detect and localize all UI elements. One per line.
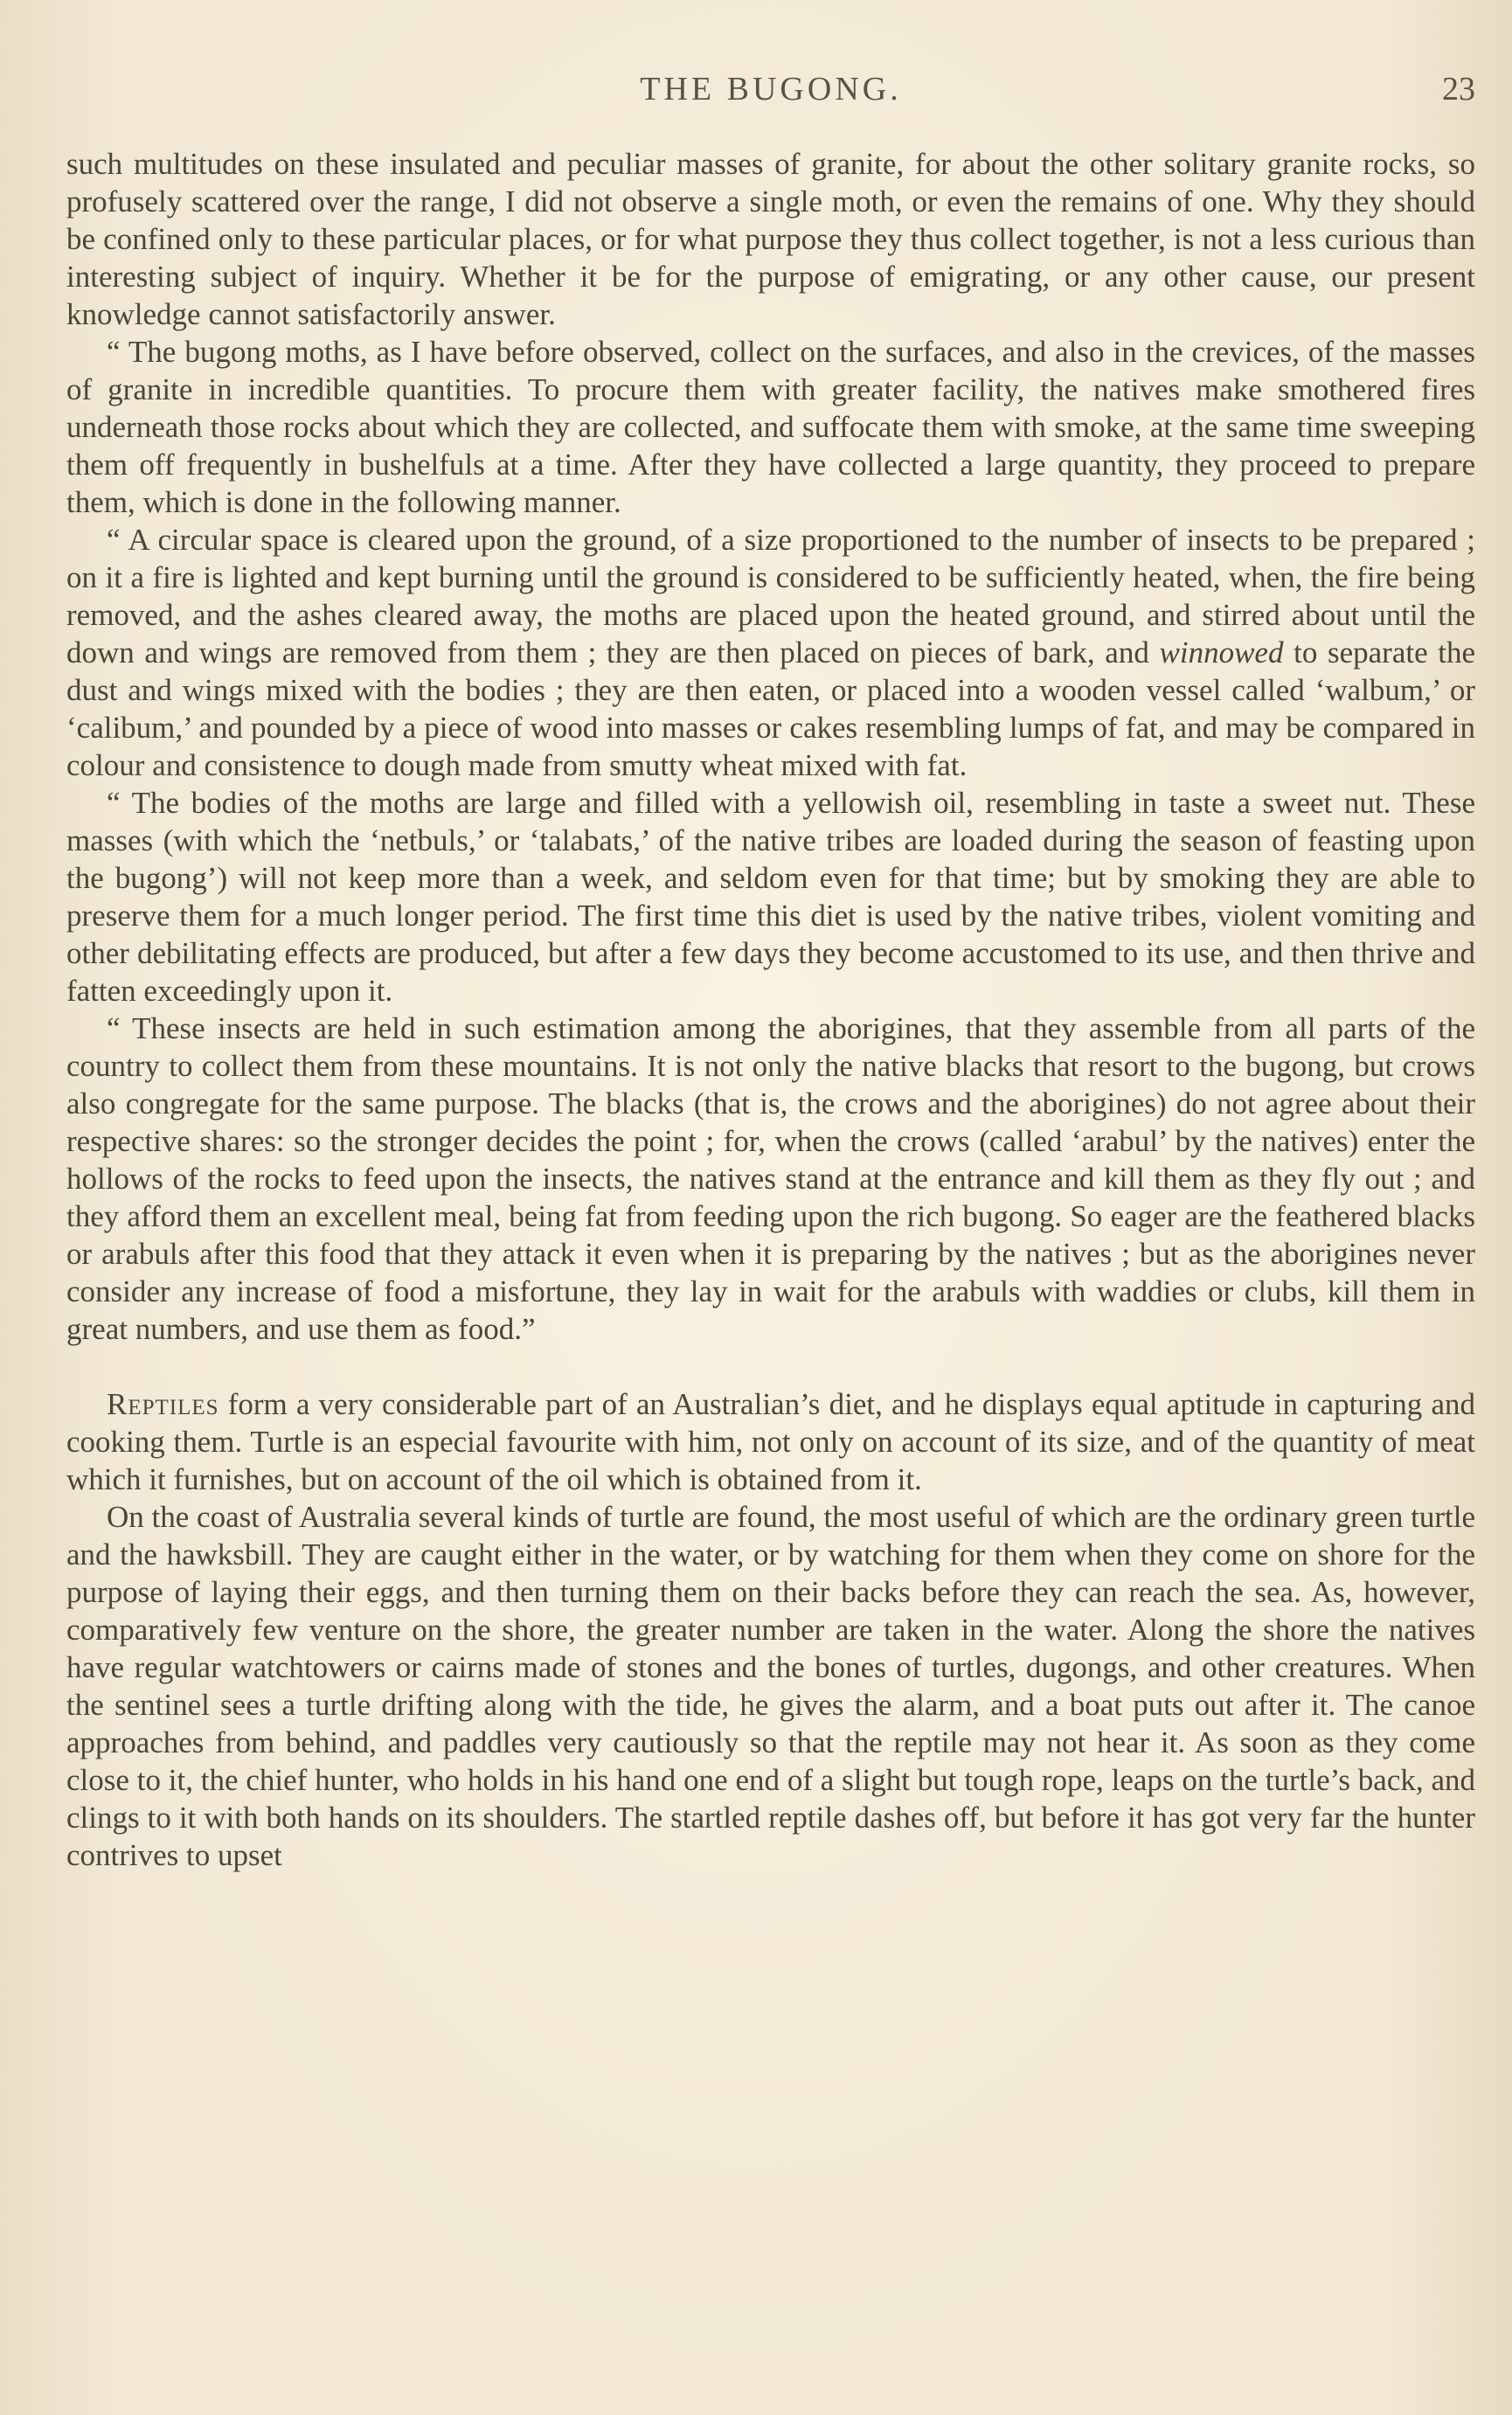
paragraph-3-text-b: to separate the dust and wings mixed with the bodies ; they are then eaten, or placed into a wooden vessel called ‘walbum,’ or ‘calibum,’ and pounded by a piece of wood into masses or cakes resembling lumps of fat, and may be compared in colour and consistence to dough made from smutty wheat mixed with fat. xyxy=(66,635,1476,782)
section-lead-word: Reptiles xyxy=(107,1387,219,1421)
body-text xyxy=(66,145,1475,1874)
page-number: 23 xyxy=(1442,71,1475,108)
paragraph-7: On the coast of Australia several kinds of turtle are found, the most useful of which are the ordinary green turtle and the hawksbill. They are caught either in the water, or by watching for them when they come on shore for the purpose of laying their eggs, and then turning them on their backs before they can reach the sea. As, however, comparatively few venture on the shore, the greater number are taken in the water. Along the shore the natives have regular watchtowers or cairns made of stones and the bones of turtles, dugongs, and other creatures. When the sentinel sees a turtle drifting along with the tide, he gives the alarm, and a boat puts out after it. The canoe approaches from behind, and paddles very cautiously so that the reptile may not hear it. As soon as they come close to it, the chief hunter, who holds in his hand one end of a slight but tough rope, leaps on the turtle’s back, and clings to it with both hands on its shoulders. The startled reptile dashes off, but before it has got very far the hunter contrives to upset xyxy=(66,1500,1475,1872)
paragraph-6 xyxy=(66,1385,1475,1498)
running-title: THE BUGONG. xyxy=(640,71,902,108)
paragraph-3-text-a: “ A circular space is cleared upon the ground, of a size proportioned to the number of insects to be prepared ; on it a fire is lighted and kept burning until the ground is considered to be sufficiently heated, when, the fire being removed, and the ashes cleared away, the moths are placed upon the heated ground, and stirred about until the down and wings are removed from them ; they are then placed on pieces of bark, and xyxy=(66,523,1475,670)
paragraph-6-text: form a very considerable part of an Australian’s diet, and he displays equal aptitude in capturing and cooking them. Turtle is an especial favourite with him, not only on account of its size, and of the quantity of meat which it furnishes, but on account of the oil which is obtained from it. xyxy=(66,1387,1475,1496)
paragraph-1: such multitudes on these insulated and peculiar masses of granite, for about the other solitary granite rocks, so profusely scattered over the range, I did not observe a single moth, or even the remains of one. Why they should be confined only to these particular places, or for what purpose they thus collect together, is not a less curious than interesting subject of inquiry. Whether it be for the purpose of emigrating, or any other cause, our present knowledge cannot satisfactorily answer. xyxy=(66,147,1475,331)
running-header xyxy=(66,70,1475,114)
paragraph-5: “ These insects are held in such estimation among the aborigines, that they assemble from all parts of the country to collect them from these mountains. It is not only the native blacks that resort to the bugong, but crows also congregate for the same purpose. The blacks (that is, the crows and the aborigines) do not agree about their respective shares: so the stronger decides the point ; for, when the crows (called ‘arabul’ by the natives) enter the hollows of the rocks to feed upon the insects, the natives stand at the entrance and kill them as they fly out ; and they afford them an excellent meal, being fat from feeding upon the rich bugong. So eager are the feathered blacks or arabuls after this food that they attack it even when it is preparing by the natives ; but as the aborigines never consider any increase of food a misfortune, they lay in wait for the arabuls with waddies or clubs, kill them in great numbers, and use them as food.” xyxy=(66,1011,1475,1346)
paragraph-4: “ The bodies of the moths are large and filled with a yellowish oil, resembling in taste a sweet nut. These masses (with which the ‘netbuls,’ or ‘talabats,’ of the native tribes are loaded during the season of feasting upon the bugong’) will not keep more than a week, and seldom even for that time; but by smoking they are able to preserve them for a much longer period. The first time this diet is used by the native tribes, violent vomiting and other debilitating effects are produced, but after a few days they become accustomed to its use, and then thrive and fatten exceedingly upon it. xyxy=(66,786,1475,1008)
paragraph-3 xyxy=(66,521,1475,784)
emphasis-winnowed: winnowed xyxy=(1159,635,1284,670)
paragraph-2: “ The bugong moths, as I have before observed, collect on the surfaces, and also in the crevices, of the masses of granite in incredible quantities. To procure them with greater facility, the natives make smothered fires underneath those rocks about which they are collected, and suffocate them with smoke, at the same time sweeping them off frequently in bushelfuls at a time. After they have collected a large quantity, they proceed to prepare them, which is done in the following manner. xyxy=(66,335,1475,519)
